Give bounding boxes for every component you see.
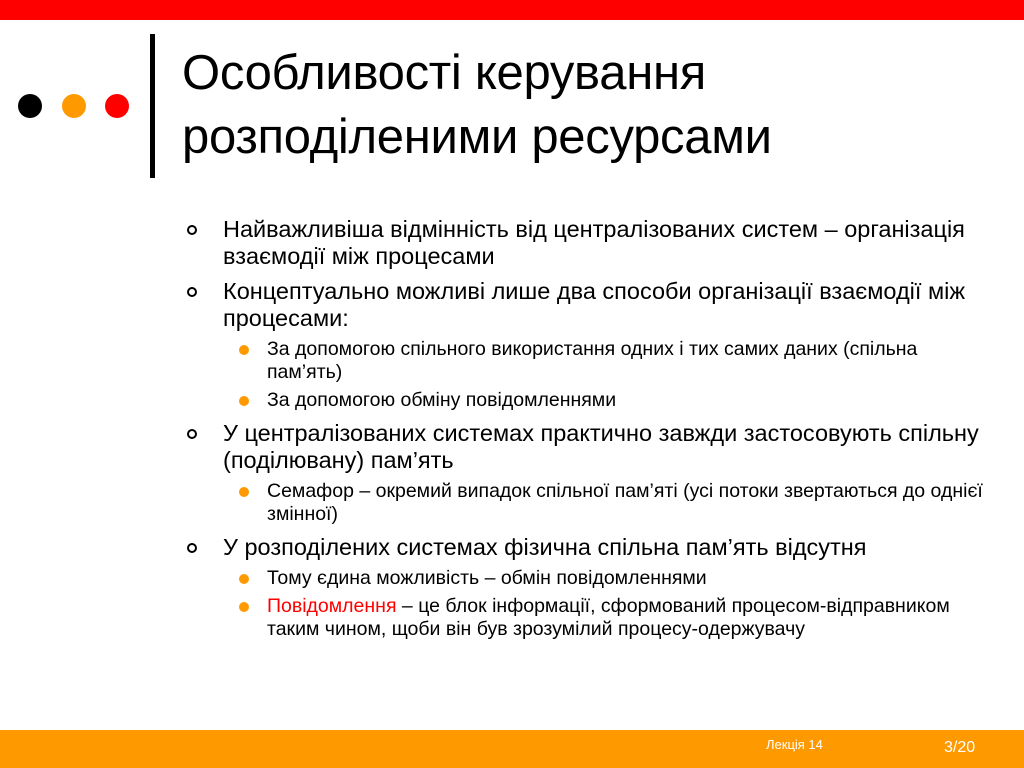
sub-bullet-text: Семафор – окремий випадок спільної пам’яті (усі потоки звертаються до однієї змінної) — [267, 480, 983, 525]
hollow-circle-bullet-icon — [187, 429, 197, 439]
slide-title-line-1: Особливості керування — [182, 46, 706, 100]
sub-bullet-list — [223, 480, 986, 526]
sub-bullet-item — [223, 338, 986, 384]
orange-dot-bullet-icon — [239, 487, 249, 497]
orange-dot-bullet-icon — [239, 345, 249, 355]
sub-bullet-text: За допомогою спільного використання одних і тих самих даних (спільна пам’ять) — [267, 338, 918, 383]
orange-dot-bullet-icon — [239, 574, 249, 584]
orange-dot-bullet-icon — [239, 396, 249, 406]
footer-bar — [0, 730, 1024, 768]
sub-bullet-text: – це блок інформації, сформований процесом-відправником таким чином, щоби він був зрозумілий процесу-одержувачу — [267, 595, 950, 640]
highlighted-term: Повідомлення — [267, 595, 397, 617]
orange-dot-icon — [62, 94, 86, 118]
hollow-circle-bullet-icon — [187, 287, 197, 297]
footer-lecture-label: Лекція 14 — [766, 737, 823, 752]
sub-bullet-text: Тому єдина можливість – обмін повідомленнями — [267, 567, 707, 589]
sub-bullet-text: За допомогою обміну повідомленнями — [267, 389, 617, 411]
bullet-item — [186, 278, 986, 412]
decorative-dots — [18, 94, 128, 120]
bullet-text: У розподілених системах фізична спільна пам’ять відсутня — [223, 534, 867, 560]
sub-bullet-list — [223, 338, 986, 412]
black-dot-icon — [18, 94, 42, 118]
sub-bullet-item — [223, 595, 986, 641]
hollow-circle-bullet-icon — [187, 225, 197, 235]
bullet-item — [186, 216, 986, 270]
slide-content — [186, 216, 986, 649]
sub-bullet-item — [223, 389, 986, 412]
sub-bullet-list — [223, 567, 986, 641]
slide-title-line-2: розподіленими ресурсами — [182, 110, 772, 164]
orange-dot-bullet-icon — [239, 602, 249, 612]
sub-bullet-item — [223, 480, 986, 526]
title-divider — [150, 34, 155, 178]
bullet-item — [186, 420, 986, 526]
slide-title — [182, 41, 1002, 169]
bullet-text: Концептуально можливі лише два способи організації взаємодії між процесами: — [223, 278, 966, 331]
sub-bullet-item — [223, 567, 986, 590]
top-accent-bar — [0, 0, 1024, 20]
bullet-text: У централізованих системах практично завжди застосовують спільну (поділювану) пам’ять — [223, 420, 979, 473]
bullet-text: Найважливіша відмінність від централізованих систем – організація взаємодії між процесами — [223, 216, 965, 269]
red-dot-icon — [105, 94, 129, 118]
hollow-circle-bullet-icon — [187, 543, 197, 553]
bullet-item — [186, 534, 986, 641]
footer-page-number: 3/20 — [944, 739, 976, 756]
